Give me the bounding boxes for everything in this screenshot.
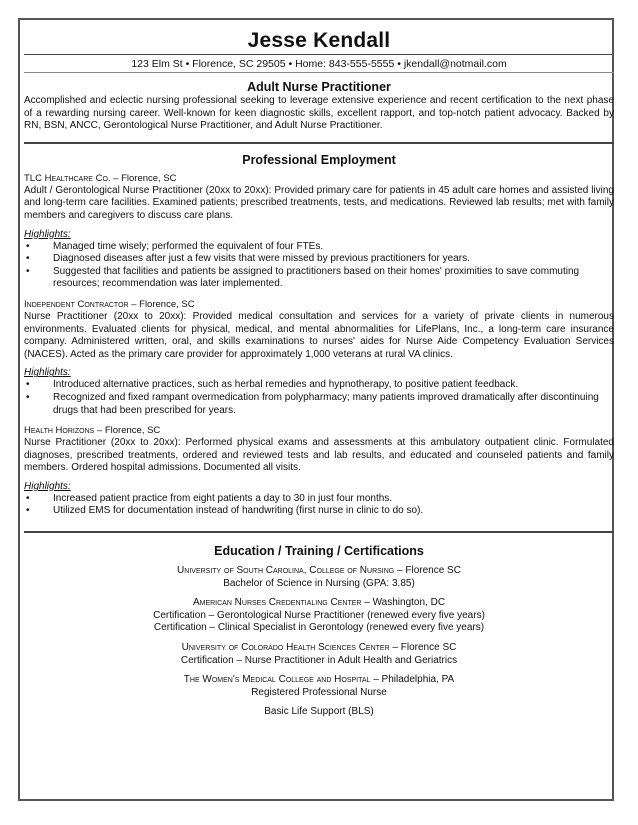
highlights-list [24,241,614,291]
job-position: Nurse Practitioner [24,310,108,322]
spacer [24,635,614,642]
institution-name: University of South Carolina, College of Nursing [177,565,395,577]
objective-title: Adult Nurse Practitioner [247,80,391,94]
highlights-label: Highlights: [24,228,71,240]
education-institution-line [24,642,614,655]
job-employer-line [24,173,614,185]
education-group [24,642,614,667]
job-entry [24,173,614,291]
education-group [24,674,614,699]
highlights-label: Highlights: [24,367,71,379]
header-rule [24,54,614,55]
job-description [24,437,614,475]
section-divider [24,531,614,533]
objective-text: Accomplished and eclectic nursing professional seeking to leverage extensive experience and recent certification to the next phase of a rewarding nursing career. Well-known for keen diagnostic skills, excellent rapport, and top-notch patient advocacy. Backed by RN, BSN, ANCC, Gerontological Nurse Practitioner, and Adult Nurse Practitioner. [24,95,614,132]
employer-name: TLC Healthcare Co. [24,172,111,184]
highlights-list [24,493,614,518]
list-item: • Introduced alternative practices, such as herbal remedies and hypnotherapy, to positive patient feedback. [24,379,614,392]
education-detail: Registered Professional Nurse [251,686,387,698]
education-detail: Certification – Gerontological Nurse Practitioner (renewed every five years) [153,609,485,621]
list-item: • Diagnosed diseases after just a few visits that were missed by previous practitioners for years. [24,253,614,266]
list-item: • Increased patient practice from eight patients a day to 30 in just four months. [24,493,614,506]
institution-name: The Women's Medical College and Hospital [183,674,371,686]
education-detail: Certification – Nurse Practitioner in Adult Health and Geriatrics [180,654,458,666]
job-position: Adult / Gerontological Nurse Practitioner [24,184,203,196]
employment-title: Professional Employment [242,152,396,167]
job-entry [24,299,614,417]
spacer [24,699,614,706]
institution-location: – Florence SC [389,642,457,654]
employer-location: – Florence, SC [94,425,161,437]
list-item: • Managed time wisely; performed the equivalent of four FTEs. [24,241,614,254]
list-item: • Suggested that facilities and patients be assigned to practitioners based on their homes' proximities to save commuting resources; recommendation was later implemented. [24,266,614,291]
education-detail: Certification – Clinical Specialist in Gerontology (renewed every five years) [153,622,485,634]
job-entry [24,425,614,518]
employer-location: – Florence, SC [128,298,195,310]
education-group [24,565,614,590]
highlights-list [24,379,614,417]
spacer [24,667,614,674]
education-title: Education / Training / Certifications [214,544,424,559]
job-description [24,311,614,361]
institution-location: – Florence SC [394,565,461,577]
education-institution-line [24,674,614,687]
education-detail: Bachelor of Science in Nursing (GPA: 3.85) [223,577,415,589]
employer-name: Independent Contractor [24,298,129,310]
job-description-text: (20xx to 20xx): Provided medical consultation and services for a variety of private clients in numerous environments. Evaluated clients for physical, medical, and mental abnormalities for LifePlans, Inc., a long-term care insurance company. Administered written, oral, and skills examinations to nurses' aides for Nurse Aide Competency Evaluation Services (NACES). Acted as the primary care provider for approximately 1,000 veterans at rural VA clinics. [24,310,614,360]
education-institution-line [24,565,614,578]
candidate-name: Jesse Kendall [247,29,391,52]
job-description-text: (20xx to 20xx): Provided primary care for patients in 45 adult care homes and assisted living and long-term care facilities. Examined patients; prescribed treatments, tests, and medications. Reviewed lab results; met with family members and caregivers to discuss care plans. [24,184,614,221]
spacer [24,590,614,597]
institution-location: – Philadelphia, PA [370,674,455,686]
job-employer-line [24,425,614,437]
institution-name: University of Colorado Health Sciences Center [181,642,390,654]
contact-rule [24,72,614,73]
contact-line: 123 Elm St • Florence, SC 29505 • Home: 843-555-5555 • jkendall@notmail.com [131,58,507,70]
education-extra: Basic Life Support (BLS) [264,706,374,718]
employer-name: Health Horizons [24,425,95,437]
job-description-text: (20xx to 20xx): Performed physical exams and assessments at this ambulatory outpatient clinic. Formulated diagnoses, prescribed treatments, ordered and reviewed tests and lab results, and educated and counseled patients and family members. Ordered hospital admissions. Documented all visits. [24,437,614,474]
institution-location: – Washington, DC [361,597,446,609]
resume [24,28,614,719]
highlights-label: Highlights: [24,480,71,492]
education-group [24,597,614,635]
institution-name: American Nurses Credentialing Center [192,597,362,609]
education-institution-line [24,597,614,610]
list-item: • Recognized and fixed rampant overmedication from polypharmacy; many patients improved dramatically after discontinuing drugs that had been prescribed for years. [24,392,614,417]
job-position: Nurse Practitioner [24,437,107,449]
list-item: • Utilized EMS for documentation instead of handwriting (first nurse in clinic to do so). [24,505,614,518]
job-description [24,185,614,223]
job-employer-line [24,299,614,311]
section-divider [24,142,614,144]
employer-location: – Florence, SC [110,172,177,184]
